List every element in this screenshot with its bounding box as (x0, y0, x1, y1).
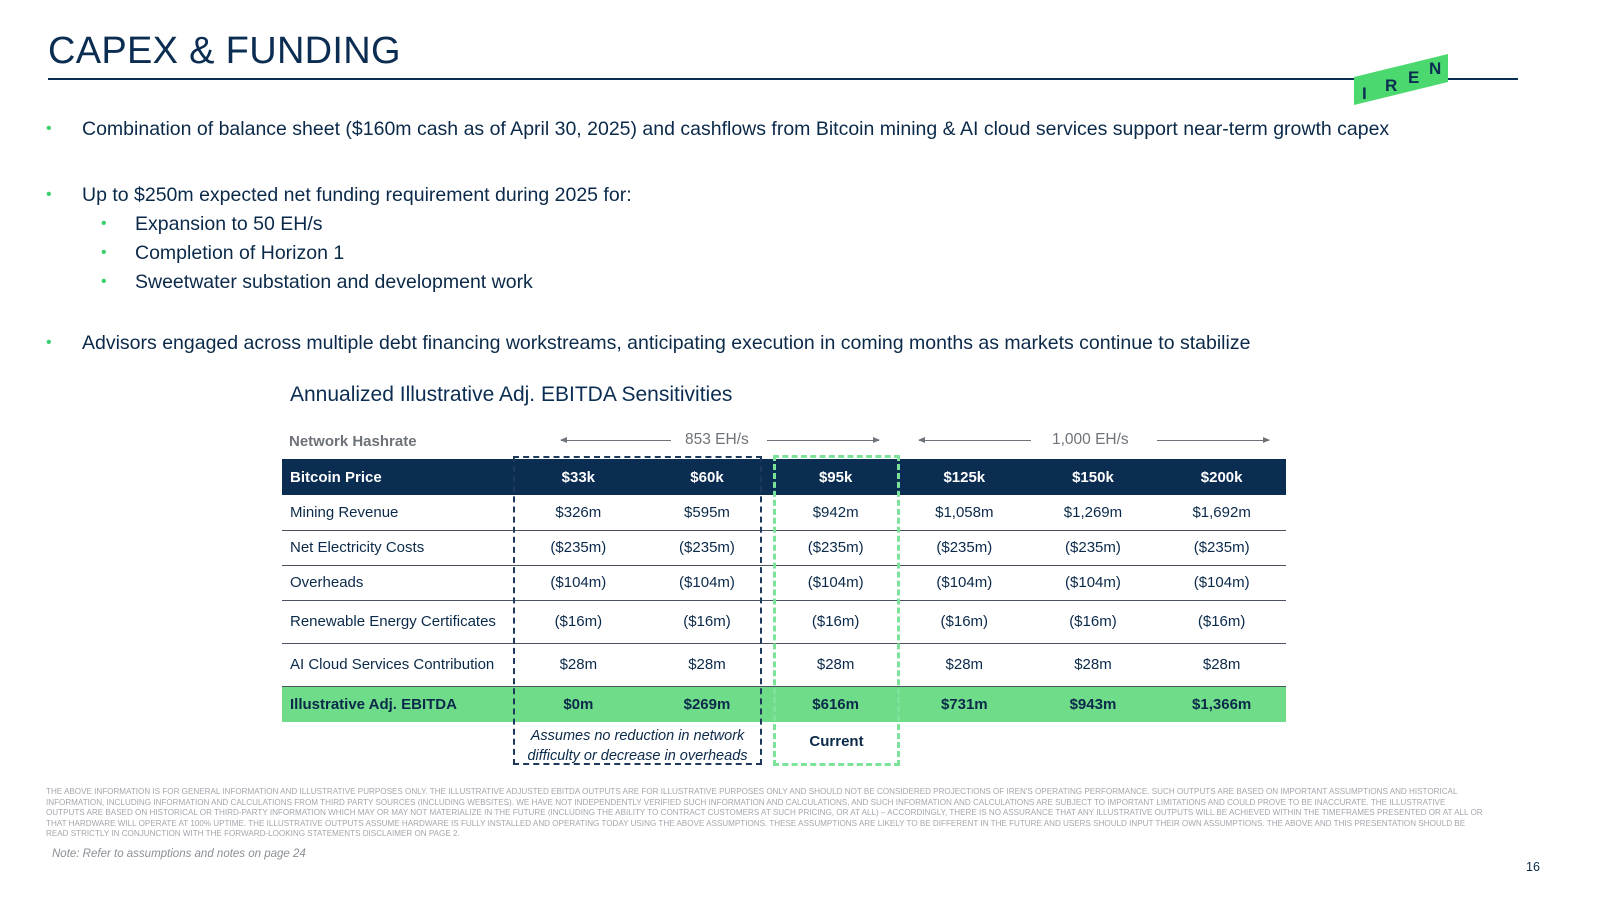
sub-bullet-item (101, 242, 344, 265)
table-cell: ($16m) (643, 600, 772, 643)
table-cell: ($16m) (1029, 600, 1158, 643)
table-cell: ($235m) (514, 530, 643, 565)
table-cell: $731m (940, 695, 988, 713)
table-cell: $28m (1157, 643, 1286, 686)
assumption-highlight-box (513, 456, 762, 765)
bullet-text: Advisors engaged across multiple debt financing workstreams, anticipating execution in coming months as markets continue to stabilize (82, 332, 1251, 354)
column-header: $60k (690, 468, 724, 486)
column-header: $150k (1072, 468, 1114, 486)
column-header: $200k (1200, 468, 1243, 486)
table-cell: $28m (771, 643, 900, 686)
table-cell: $28m (643, 643, 772, 686)
logo-letter-n: N (1429, 59, 1442, 78)
table-cell: ($104m) (1157, 565, 1286, 600)
table-cell: ($104m) (771, 565, 900, 600)
hashrate-1000: 1,000 EH/s (1052, 431, 1129, 448)
bullet-item (46, 332, 1250, 355)
arrow-right-icon (1157, 440, 1269, 441)
bullet-text: Up to $250m expected net funding requirement during 2025 for: (82, 184, 632, 206)
bullet-dot-icon: • (101, 273, 107, 290)
bullet-dot-icon: • (101, 244, 107, 261)
sub-bullet-item (101, 213, 323, 236)
column-header: $95k (818, 468, 853, 486)
bullet-dot-icon: • (46, 334, 52, 351)
title-divider (48, 78, 1518, 80)
table-cell: $1,692m (1157, 495, 1286, 530)
table-cell: ($235m) (1157, 530, 1286, 565)
table-cell: ($16m) (900, 600, 1029, 643)
table-cell: ($104m) (1029, 565, 1158, 600)
table-cell: $1,269m (1029, 495, 1158, 530)
table-cell: $595m (643, 495, 772, 530)
table-cell: ($16m) (771, 600, 900, 643)
bullet-item (46, 184, 632, 207)
table-cell: ($104m) (900, 565, 1029, 600)
assumption-note: Assumes no reduction in network difficulty or decrease in overheads (527, 728, 748, 764)
table-cell: ($16m) (514, 600, 643, 643)
network-hashrate-label: Network Hashrate (289, 433, 417, 450)
table-cell: $326m (514, 495, 643, 530)
footnote: Note: Refer to assumptions and notes on page 24 (52, 848, 306, 860)
table-cell: $28m (514, 643, 643, 686)
table-cell: ($104m) (643, 565, 772, 600)
table-cell: ($235m) (900, 530, 1029, 565)
disclaimer-text: THE ABOVE INFORMATION IS FOR GENERAL INFORMATION AND ILLUSTRATIVE PURPOSES ONLY. THE ILLUSTRATIVE ADJUSTED EBITDA OUTPUTS ARE FOR ILLUSTRATIVE PURPOSES ONLY AND SHOULD NOT BE CONSIDERED PROJECTIONS OF IREN'S OPERATING PERFORMANCE. SUCH OUTPUTS ARE BASED ON IMPORTANT ASSUMPTIONS AND HISTORICAL INFORMATION, INCLUDING INFORMATION AND CALCULATIONS FROM THIRD PARTY SOURCES (INCLUDING WEBSITES). WE HAVE NOT INDEPENDENTLY VERIFIED SUCH INFORMATION AND CALCULATIONS, AND SUCH INFORMATION AND CALCULATIONS ARE SUBJECT TO IMPORTANT LIMITATIONS AND COULD PROVE TO BE INACCURATE. THE ILLUSTRATIVE OUTPUTS ARE BASED ON HISTORICAL OR THIRD-PARTY INFORMATION WHICH MAY OR MAY NOT MATERIALIZE IN THE FUTURE (INCLUDING THE ABILITY TO CONTRACT CUSTOMERS AT SUCH PRICING, OR AT ALL) – ACCORDINGLY, THERE IS NO ASSURANCE THAT ANY ILLUSTRATIVE OUTPUTS WILL BE ACHIEVED WITHIN THE TIMEFRAMES PRESENTED OR AT ALL OR THAT HARDWARE WILL OPERATE AT 100% UPTIME. THE ILLUSTRATIVE OUTPUTS ASSUME HARDWARE IS FULLY INSTALLED AND OPERATING TODAY USING THE ABOVE ASSUMPTIONS. THESE ASSUMPTIONS ARE LIKELY TO BE DIFFERENT IN THE FUTURE AND USERS SHOULD INPUT THEIR OWN ASSUMPTIONS. THE ABOVE AND THIS PRESENTATION SHOULD BE READ STRICTLY IN CONJUNCTION WITH THE FORWARD-LOOKING STATEMENTS DISCLAIMER ON PAGE 2. (46, 787, 1483, 838)
table-cell: $28m (900, 643, 1029, 686)
table-cell: $28m (1029, 643, 1158, 686)
row-label: Illustrative Adj. EBITDA (290, 695, 457, 713)
table-cell: ($104m) (514, 565, 643, 600)
table-cell: $1,058m (900, 495, 1029, 530)
table-title: Annualized Illustrative Adj. EBITDA Sensitivities (290, 383, 733, 406)
arrow-left-icon (919, 440, 1031, 441)
logo-letter-r: R (1385, 76, 1398, 95)
current-highlight-box (773, 455, 900, 766)
arrow-right-icon (767, 440, 879, 441)
current-label: Current (809, 733, 864, 750)
row-label: AI Cloud Services Contribution (282, 643, 514, 686)
logo-letter-i: I (1362, 84, 1367, 103)
sub-bullet-text: Sweetwater substation and development work (135, 271, 533, 293)
bullet-dot-icon: • (101, 215, 107, 232)
bullet-dot-icon: • (46, 120, 52, 137)
sub-bullet-text: Completion of Horizon 1 (135, 242, 345, 264)
iren-logo (1352, 50, 1456, 110)
hashrate-853: 853 EH/s (685, 431, 749, 448)
table-cell: ($235m) (1029, 530, 1158, 565)
row-label: Renewable Energy Certificates (282, 600, 514, 643)
logo-letter-e: E (1408, 68, 1420, 87)
table-cell: $616m (812, 695, 859, 713)
table-cell: $942m (771, 495, 900, 530)
row-label: Mining Revenue (282, 495, 514, 530)
bullet-dot-icon: • (46, 186, 52, 203)
table-cell: $943m (1069, 695, 1117, 713)
page-number: 16 (1526, 860, 1540, 874)
bullet-text: Combination of balance sheet ($160m cash as of April 30, 2025) and cashflows from Bitcoin mining & AI cloud services support near-term growth capex (82, 118, 1390, 140)
row-label: Net Electricity Costs (282, 530, 514, 565)
sub-bullet-text: Expansion to 50 EH/s (135, 213, 323, 235)
page-title: CAPEX & FUNDING (48, 30, 401, 72)
column-header: Bitcoin Price (290, 468, 382, 486)
table-cell: $269m (683, 695, 731, 713)
table-cell: ($16m) (1157, 600, 1286, 643)
table-cell: $0m (563, 695, 594, 713)
row-label: Overheads (282, 565, 514, 600)
sub-bullet-item (101, 271, 533, 294)
table-cell: ($235m) (771, 530, 900, 565)
arrow-left-icon (561, 440, 671, 441)
table-cell: $1,366m (1192, 695, 1252, 713)
bullet-item (46, 118, 1389, 141)
column-header: $33k (561, 468, 596, 486)
table-cell: ($235m) (643, 530, 772, 565)
column-header: $125k (943, 468, 986, 486)
